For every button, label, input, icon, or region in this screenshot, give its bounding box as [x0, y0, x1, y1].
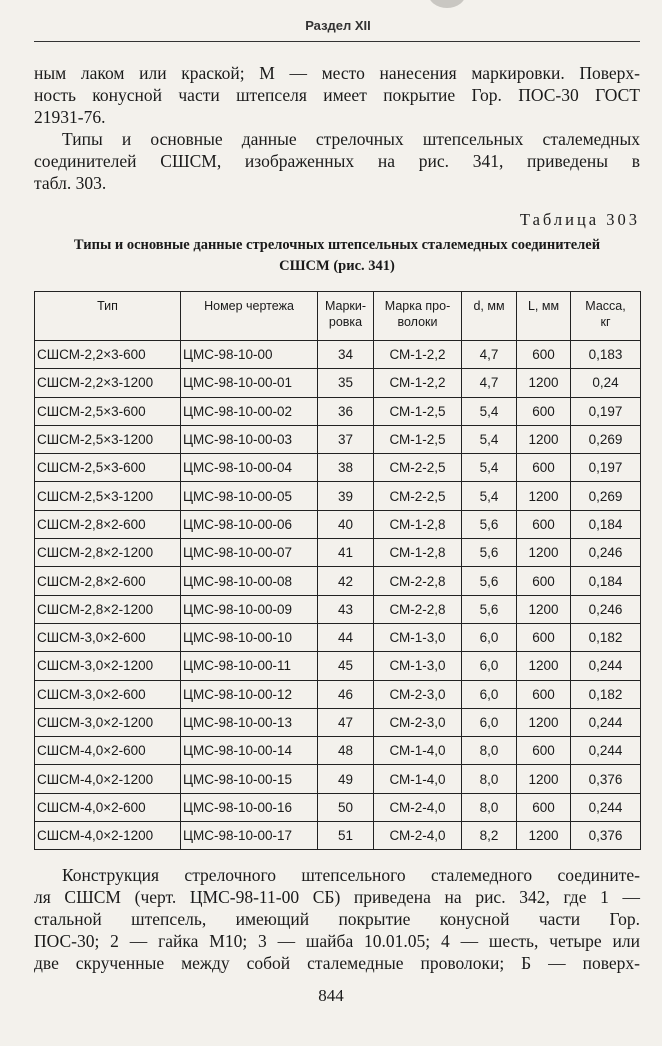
cell-mass: 0,376	[571, 822, 641, 850]
cell-l: 600	[517, 397, 571, 425]
table-row	[35, 822, 641, 850]
table-row	[35, 567, 641, 595]
cell-d: 5,6	[462, 567, 517, 595]
cell-l: 600	[517, 510, 571, 538]
cell-wire-grade: СМ-1-4,0	[374, 737, 462, 765]
col-l-header: L, мм	[517, 292, 571, 341]
cell-mass: 0,269	[571, 425, 641, 453]
cell-drawing-number: ЦМС-98-10-00-05	[181, 482, 318, 510]
cell-type: СШСМ-2,2×3-600	[35, 341, 181, 369]
cell-l: 600	[517, 567, 571, 595]
cell-marking: 46	[318, 680, 374, 708]
table-row	[35, 765, 641, 793]
cell-l: 1200	[517, 482, 571, 510]
cell-marking: 39	[318, 482, 374, 510]
paragraph-intro	[34, 62, 640, 128]
col-type-header: Тип	[35, 292, 181, 341]
col-d-header: d, мм	[462, 292, 517, 341]
cell-d: 5,4	[462, 454, 517, 482]
page-number: 844	[318, 986, 344, 1005]
cell-marking: 35	[318, 369, 374, 397]
col-drawing-header: Номер чертежа	[181, 292, 318, 341]
table-row	[35, 369, 641, 397]
table-row	[35, 425, 641, 453]
cell-mass: 0,24	[571, 369, 641, 397]
col-wire-grade-header: Марка про- волоки	[374, 292, 462, 341]
cell-marking: 45	[318, 652, 374, 680]
cell-mass: 0,244	[571, 737, 641, 765]
cell-drawing-number: ЦМС-98-10-00-16	[181, 793, 318, 821]
cell-l: 1200	[517, 765, 571, 793]
cell-type: СШСМ-3,0×2-600	[35, 623, 181, 651]
cell-l: 600	[517, 793, 571, 821]
text-line: табл. 303.	[34, 173, 107, 193]
table-row	[35, 397, 641, 425]
cell-type: СШСМ-3,0×2-1200	[35, 708, 181, 736]
cell-drawing-number: ЦМС-98-10-00-03	[181, 425, 318, 453]
paragraph-table-reference	[34, 128, 640, 194]
text-line: 21931-76.	[34, 107, 106, 127]
cell-l: 600	[517, 623, 571, 651]
cell-wire-grade: СМ-2-2,8	[374, 595, 462, 623]
table-title-line: СШСМ (рис. 341)	[279, 258, 395, 274]
cell-d: 4,7	[462, 341, 517, 369]
cell-l: 1200	[517, 708, 571, 736]
cell-d: 5,4	[462, 425, 517, 453]
cell-l: 600	[517, 680, 571, 708]
cell-wire-grade: СМ-1-4,0	[374, 765, 462, 793]
cell-l: 600	[517, 341, 571, 369]
scan-artifact	[428, 0, 466, 8]
cell-marking: 50	[318, 793, 374, 821]
cell-mass: 0,184	[571, 510, 641, 538]
header-rule	[34, 41, 640, 42]
cell-d: 8,0	[462, 765, 517, 793]
cell-mass: 0,269	[571, 482, 641, 510]
cell-marking: 37	[318, 425, 374, 453]
cell-drawing-number: ЦМС-98-10-00-12	[181, 680, 318, 708]
cell-wire-grade: СМ-1-2,2	[374, 341, 462, 369]
cell-drawing-number: ЦМС-98-10-00-04	[181, 454, 318, 482]
cell-wire-grade: СМ-1-2,8	[374, 539, 462, 567]
table-row	[35, 510, 641, 538]
cell-d: 5,6	[462, 539, 517, 567]
cell-marking: 40	[318, 510, 374, 538]
cell-type: СШСМ-2,5×3-600	[35, 454, 181, 482]
cell-drawing-number: ЦМС-98-10-00-06	[181, 510, 318, 538]
cell-wire-grade: СМ-1-2,5	[374, 425, 462, 453]
cell-drawing-number: ЦМС-98-10-00-07	[181, 539, 318, 567]
cell-wire-grade: СМ-1-3,0	[374, 623, 462, 651]
table-row	[35, 708, 641, 736]
cell-wire-grade: СМ-1-3,0	[374, 652, 462, 680]
text-line: стальной штепсель, имеющий покрытие конусной части Гор.	[34, 909, 640, 929]
text-line: ля СШСМ (черт. ЦМС-98-11-00 СБ) приведена на рис. 342, где 1 —	[34, 887, 640, 907]
cell-wire-grade: СМ-2-3,0	[374, 708, 462, 736]
table-row	[35, 680, 641, 708]
cell-type: СШСМ-2,8×2-1200	[35, 539, 181, 567]
cell-marking: 48	[318, 737, 374, 765]
cell-wire-grade: СМ-2-2,5	[374, 454, 462, 482]
cell-wire-grade: СМ-2-2,5	[374, 482, 462, 510]
col-mass-header: Масса, кг	[571, 292, 641, 341]
cell-wire-grade: СМ-2-4,0	[374, 822, 462, 850]
cell-mass: 0,182	[571, 623, 641, 651]
cell-d: 6,0	[462, 623, 517, 651]
cell-type: СШСМ-2,5×3-1200	[35, 482, 181, 510]
col-marking-header: Марки- ровка	[318, 292, 374, 341]
cell-type: СШСМ-2,8×2-600	[35, 567, 181, 595]
cell-mass: 0,182	[571, 680, 641, 708]
text-line: соединителей СШСМ, изображенных на рис. 341, приведены в	[34, 151, 640, 171]
cell-d: 5,6	[462, 510, 517, 538]
cell-marking: 34	[318, 341, 374, 369]
cell-drawing-number: ЦМС-98-10-00-08	[181, 567, 318, 595]
cell-type: СШСМ-2,5×3-1200	[35, 425, 181, 453]
table-header-row	[35, 292, 641, 341]
table-row	[35, 539, 641, 567]
cell-d: 6,0	[462, 652, 517, 680]
cell-type: СШСМ-4,0×2-1200	[35, 765, 181, 793]
cell-drawing-number: ЦМС-98-10-00	[181, 341, 318, 369]
cell-marking: 38	[318, 454, 374, 482]
cell-drawing-number: ЦМС-98-10-00-14	[181, 737, 318, 765]
cell-mass: 0,244	[571, 652, 641, 680]
cell-mass: 0,376	[571, 765, 641, 793]
table-row	[35, 482, 641, 510]
cell-d: 5,4	[462, 397, 517, 425]
cell-drawing-number: ЦМС-98-10-00-09	[181, 595, 318, 623]
cell-drawing-number: ЦМС-98-10-00-15	[181, 765, 318, 793]
paragraph-construction	[34, 864, 640, 974]
cell-wire-grade: СМ-1-2,8	[374, 510, 462, 538]
cell-d: 5,4	[462, 482, 517, 510]
cell-d: 8,0	[462, 737, 517, 765]
text-line: Конструкция стрелочного штепсельного сталемедного соедините-	[62, 865, 640, 885]
cell-mass: 0,197	[571, 397, 641, 425]
cell-drawing-number: ЦМС-98-10-00-17	[181, 822, 318, 850]
cell-wire-grade: СМ-1-2,2	[374, 369, 462, 397]
text-line: две скрученные между собой сталемедные проволоки; Б — поверх-	[34, 953, 640, 973]
text-line: ным лаком или краской; М — место нанесения маркировки. Поверх-	[34, 63, 640, 83]
cell-type: СШСМ-2,8×2-1200	[35, 595, 181, 623]
table-row	[35, 623, 641, 651]
cell-d: 8,2	[462, 822, 517, 850]
cell-drawing-number: ЦМС-98-10-00-02	[181, 397, 318, 425]
table-row	[35, 793, 641, 821]
cell-type: СШСМ-3,0×2-600	[35, 680, 181, 708]
cell-marking: 36	[318, 397, 374, 425]
cell-type: СШСМ-4,0×2-600	[35, 737, 181, 765]
cell-drawing-number: ЦМС-98-10-00-11	[181, 652, 318, 680]
cell-l: 600	[517, 737, 571, 765]
cell-type: СШСМ-4,0×2-1200	[35, 822, 181, 850]
cell-mass: 0,183	[571, 341, 641, 369]
cell-d: 4,7	[462, 369, 517, 397]
text-line: ПОС-30; 2 — гайка М10; 3 — шайба 10.01.05; 4 — шесть, четыре или	[34, 931, 640, 951]
text-line: ность конусной части штепселя имеет покрытие Гор. ПОС-30 ГОСТ	[34, 85, 640, 105]
cell-wire-grade: СМ-2-2,8	[374, 567, 462, 595]
cell-mass: 0,246	[571, 595, 641, 623]
cell-marking: 41	[318, 539, 374, 567]
cell-marking: 43	[318, 595, 374, 623]
cell-l: 1200	[517, 595, 571, 623]
cell-drawing-number: ЦМС-98-10-00-13	[181, 708, 318, 736]
cell-marking: 47	[318, 708, 374, 736]
cell-wire-grade: СМ-2-4,0	[374, 793, 462, 821]
cell-mass: 0,184	[571, 567, 641, 595]
cell-mass: 0,246	[571, 539, 641, 567]
cell-l: 1200	[517, 539, 571, 567]
cell-l: 600	[517, 454, 571, 482]
table-row	[35, 652, 641, 680]
cell-marking: 44	[318, 623, 374, 651]
cell-l: 1200	[517, 369, 571, 397]
cell-wire-grade: СМ-1-2,5	[374, 397, 462, 425]
cell-d: 5,6	[462, 595, 517, 623]
cell-marking: 49	[318, 765, 374, 793]
table-title	[34, 235, 640, 277]
cell-d: 8,0	[462, 793, 517, 821]
table-row	[35, 341, 641, 369]
table-row	[35, 737, 641, 765]
cell-marking: 51	[318, 822, 374, 850]
cell-drawing-number: ЦМС-98-10-00-01	[181, 369, 318, 397]
cell-d: 6,0	[462, 680, 517, 708]
cell-mass: 0,244	[571, 708, 641, 736]
cell-type: СШСМ-2,2×3-1200	[35, 369, 181, 397]
table-number: Таблица 303	[519, 210, 640, 229]
text-line: Типы и основные данные стрелочных штепсельных сталемедных	[62, 129, 640, 149]
cell-l: 1200	[517, 425, 571, 453]
cell-mass: 0,197	[571, 454, 641, 482]
cell-mass: 0,244	[571, 793, 641, 821]
cell-wire-grade: СМ-2-3,0	[374, 680, 462, 708]
cell-d: 6,0	[462, 708, 517, 736]
table-row	[35, 595, 641, 623]
cell-type: СШСМ-3,0×2-1200	[35, 652, 181, 680]
cell-drawing-number: ЦМС-98-10-00-10	[181, 623, 318, 651]
table-title-line: Типы и основные данные стрелочных штепсельных сталемедных соединителей	[73, 237, 601, 253]
cell-type: СШСМ-4,0×2-600	[35, 793, 181, 821]
cell-l: 1200	[517, 652, 571, 680]
cell-type: СШСМ-2,5×3-600	[35, 397, 181, 425]
cell-l: 1200	[517, 822, 571, 850]
connectors-table	[34, 291, 641, 850]
cell-type: СШСМ-2,8×2-600	[35, 510, 181, 538]
cell-marking: 42	[318, 567, 374, 595]
table-row	[35, 454, 641, 482]
running-header: Раздел XII	[305, 18, 371, 33]
